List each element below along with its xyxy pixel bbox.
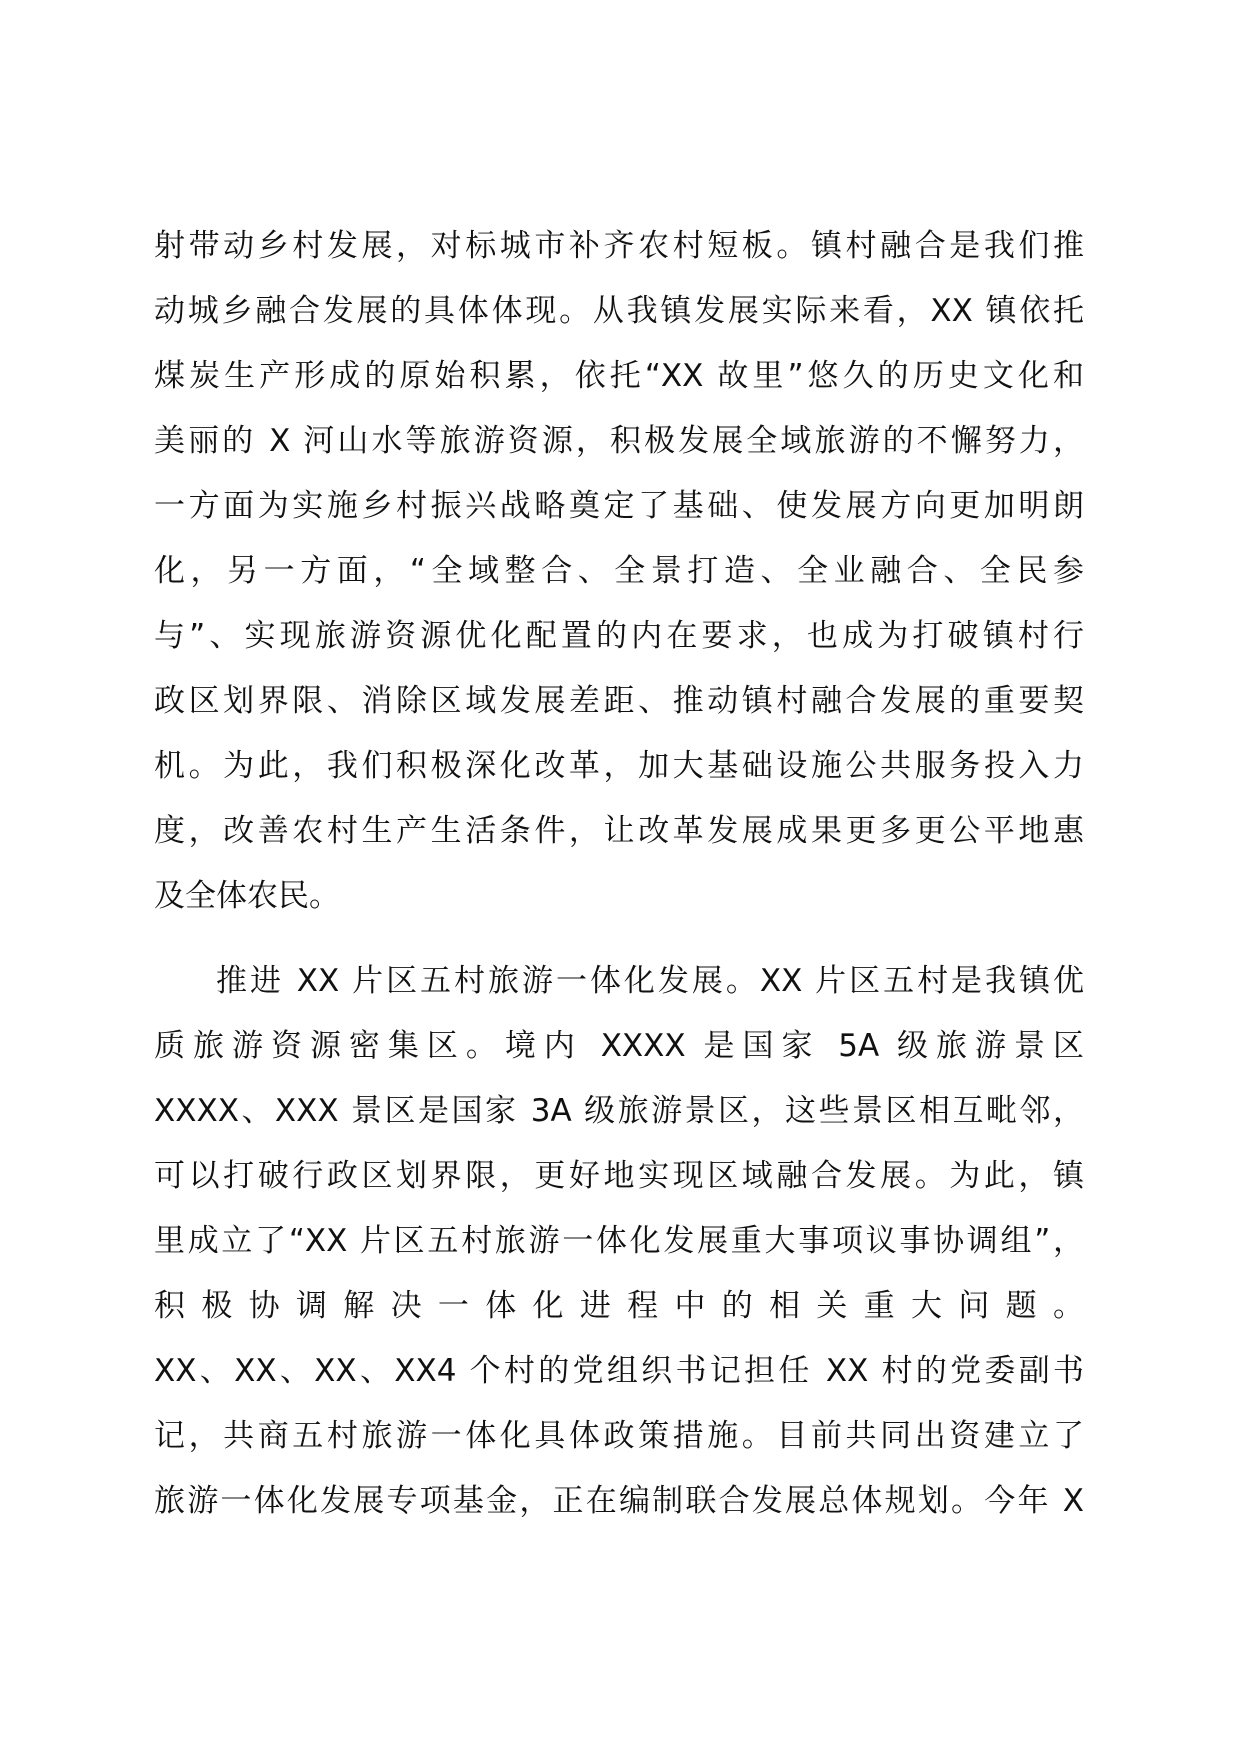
paragraph-2-line: 可以打破行政区划界限，更好地实现区域融合发展。为此，镇 bbox=[154, 1158, 1084, 1194]
paragraph-1-line: 政区划界限、消除区域发展差距、推动镇村融合发展的重要契 bbox=[154, 683, 1084, 719]
paragraph-2-line: XXXX、XXX 景区是国家 3A 级旅游景区，这些景区相互毗邻， bbox=[154, 1093, 1084, 1129]
paragraph-1-line: 机。为此，我们积极深化改革，加大基础设施公共服务投入力 bbox=[154, 748, 1084, 784]
paragraph-2-line: 推进 XX 片区五村旅游一体化发展。XX 片区五村是我镇优 bbox=[216, 963, 1084, 999]
paragraph-1-line: 动城乡融合发展的具体体现。从我镇发展实际来看，XX 镇依托 bbox=[154, 293, 1084, 329]
paragraph-1-line: 与”、实现旅游资源优化配置的内在要求，也成为打破镇村行 bbox=[154, 618, 1084, 654]
paragraph-2-line: 里成立了“XX 片区五村旅游一体化发展重大事项议事协调组”， bbox=[154, 1223, 1084, 1259]
paragraph-1-line: 化，另一方面，“全域整合、全景打造、全业融合、全民参 bbox=[154, 553, 1084, 589]
paragraph-1-line: 射带动乡村发展，对标城市补齐农村短板。镇村融合是我们推 bbox=[154, 228, 1084, 264]
paragraph-spacer bbox=[154, 929, 1084, 949]
paragraph-1-line: 美丽的 X 河山水等旅游资源，积极发展全域旅游的不懈努力， bbox=[154, 423, 1084, 459]
paragraph-2-line: XX、XX、XX、XX4 个村的党组织书记担任 XX 村的党委副书 bbox=[154, 1353, 1084, 1389]
paragraph-1-line: 度，改善农村生产生活条件，让改革发展成果更多更公平地惠 bbox=[154, 813, 1084, 849]
paragraph-1-line: 及全体农民。 bbox=[154, 878, 340, 914]
paragraph-2-line: 记，共商五村旅游一体化具体政策措施。目前共同出资建立了 bbox=[154, 1418, 1084, 1454]
paragraph-1-line: 一方面为实施乡村振兴战略奠定了基础、使发展方向更加明朗 bbox=[154, 488, 1084, 524]
paragraph-2-line: 质旅游资源密集区。境内 XXXX 是国家 5A 级旅游景区 bbox=[154, 1028, 1084, 1064]
paragraph-2-line: 旅游一体化发展专项基金，正在编制联合发展总体规划。今年 X bbox=[154, 1483, 1084, 1519]
paragraph-2 bbox=[154, 949, 1084, 1534]
paragraph-1 bbox=[154, 214, 1084, 929]
document-body bbox=[154, 214, 1084, 1534]
paragraph-1-line: 煤炭生产形成的原始积累，依托“XX 故里”悠久的历史文化和 bbox=[154, 358, 1084, 394]
paragraph-2-line: 积极协调解决一体化进程中的相关重大问题。 bbox=[154, 1288, 1084, 1324]
